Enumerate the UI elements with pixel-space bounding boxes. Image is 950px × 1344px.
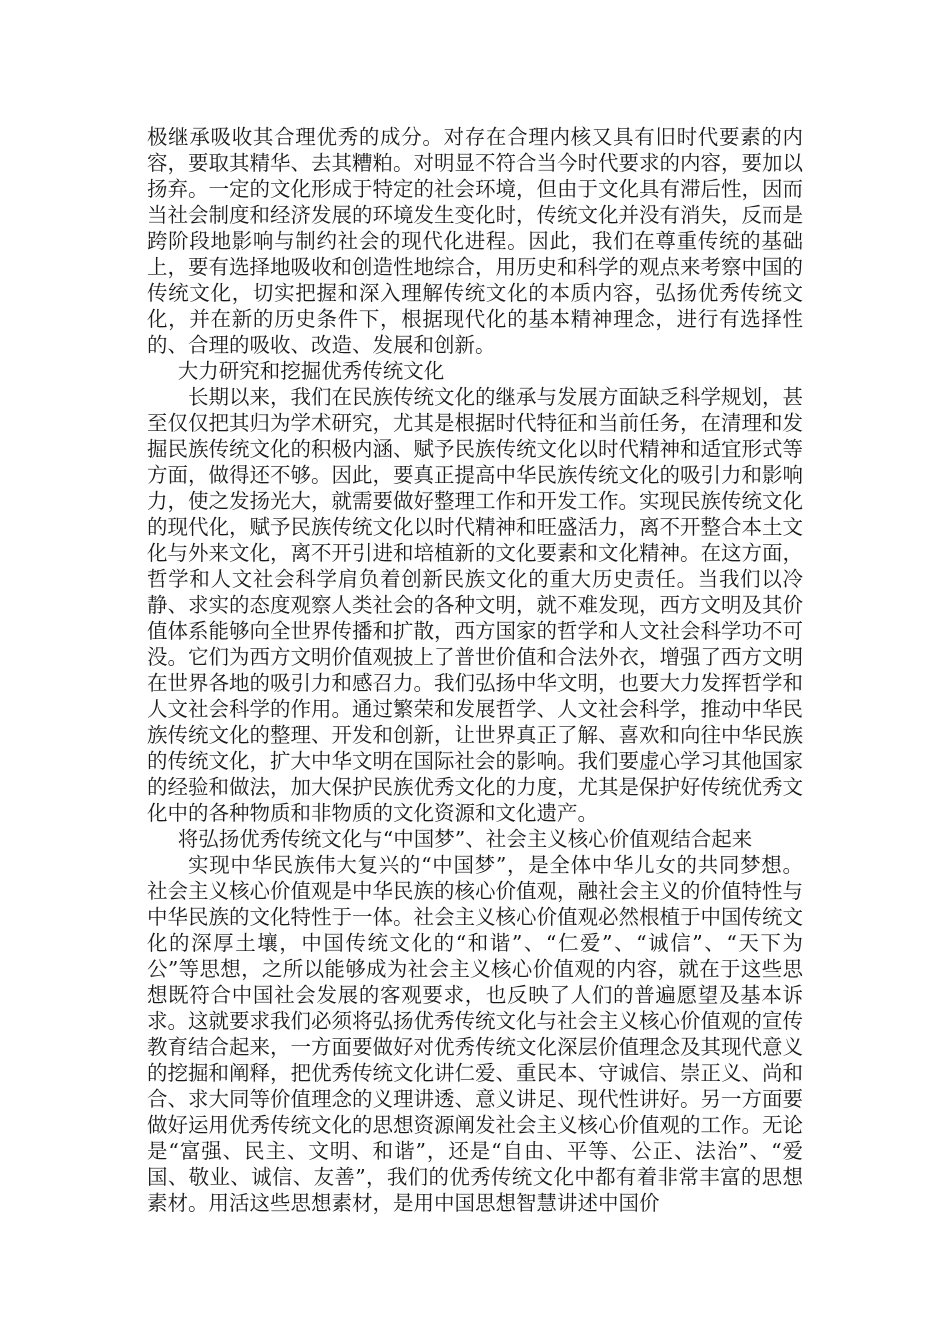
document-body: [147, 124, 803, 1216]
paragraph-chinese-dream: 实现中华民族伟大复兴的“中国梦”，是全体中华儿女的共同梦想。社会主义核心价值观是中华民族的核心价值观，融社会主义的价值特性与中华民族的文化特性于一体。社会主义核心价值观必然根植于中国传统文化的深厚土壤，中国传统文化的“和谐”、“仁爱”、“诚信”、“天下为公”等思想，之所以能够成为社会主义核心价值观的内容，就在于这些思想既符合中国社会发展的客观要求，也反映了人们的普遍愿望及基本诉求。这就要求我们必须将弘扬优秀传统文化与社会主义核心价值观的宣传教育结合起来，一方面要做好对优秀传统文化深层价值理念及其现代意义的挖掘和阐释，把优秀传统文化讲仁爱、重民本、守诚信、崇正义、尚和合、求大同等价值理念的义理讲透、意义讲足、现代性讲好。另一方面要做好运用优秀传统文化的思想资源阐发社会主义核心价值观的工作。无论是“富强、民主、文明、和谐”，还是“自由、平等、公正、法治”、“爱国、敬业、诚信、友善”，我们的优秀传统文化中都有着非常丰富的思想素材。用活这些思想素材，是用中国思想智慧讲述中国价: [147, 853, 803, 1215]
paragraph-continued: 极继承吸收其合理优秀的成分。对存在合理内核又具有旧时代要素的内容，要取其精华、去其糟粕。对明显不符合当今时代要求的内容，要加以扬弃。一定的文化形成于特定的社会环境，但由于文化具有滞后性，因而当社会制度和经济发展的环境发生变化时，传统文化并没有消失，反而是跨阶段地影响与制约社会的现代化进程。因此，我们在尊重传统的基础上，要有选择地吸收和创造性地综合，用历史和科学的观点来考察中国的传统文化，切实把握和深入理解传统文化的本质内容，弘扬优秀传统文化，并在新的历史条件下，根据现代化的基本精神理念，进行有选择性的、合理的吸收、改造、发展和创新。: [147, 125, 803, 357]
section-heading-chinese-dream: 将弘扬优秀传统文化与“中国梦”、社会主义核心价值观结合起来: [177, 827, 753, 851]
section-heading-research: 大力研究和挖掘优秀传统文化: [177, 359, 445, 383]
paragraph-research: 长期以来，我们在民族传统文化的继承与发展方面缺乏科学规划，甚至仅仅把其归为学术研究，尤其是根据时代特征和当前任务，在清理和发掘民族传统文化的积极内涵、赋予民族传统文化以时代精神和适宜形式等方面，做得还不够。因此，要真正提高中华民族传统文化的吸引力和影响力，使之发扬光大，就需要做好整理工作和开发工作。实现民族传统文化的现代化，赋予民族传统文化以时代精神和旺盛活力，离不开整合本土文化与外来文化，离不开引进和培植新的文化要素和文化精神。在这方面，哲学和人文社会科学肩负着创新民族文化的重大历史责任。当我们以冷静、求实的态度观察人类社会的各种文明，就不难发现，西方文明及其价值体系能够向全世界传播和扩散，西方国家的哲学和人文社会科学功不可没。它们为西方文明价值观披上了普世价值和合法外衣，增强了西方文明在世界各地的吸引力和感召力。我们弘扬中华文明，也要大力发挥哲学和人文社会科学的作用。通过繁荣和发展哲学、人文社会科学，推动中华民族传统文化的整理、开发和创新，让世界真正了解、喜欢和向往中华民族的传统文化，扩大中华文明在国际社会的影响。我们要虚心学习其他国家的经验和做法，加大保护民族优秀文化的力度，尤其是保护好传统优秀文化中的各种物质和非物质的文化资源和文化遗产。: [147, 385, 803, 825]
